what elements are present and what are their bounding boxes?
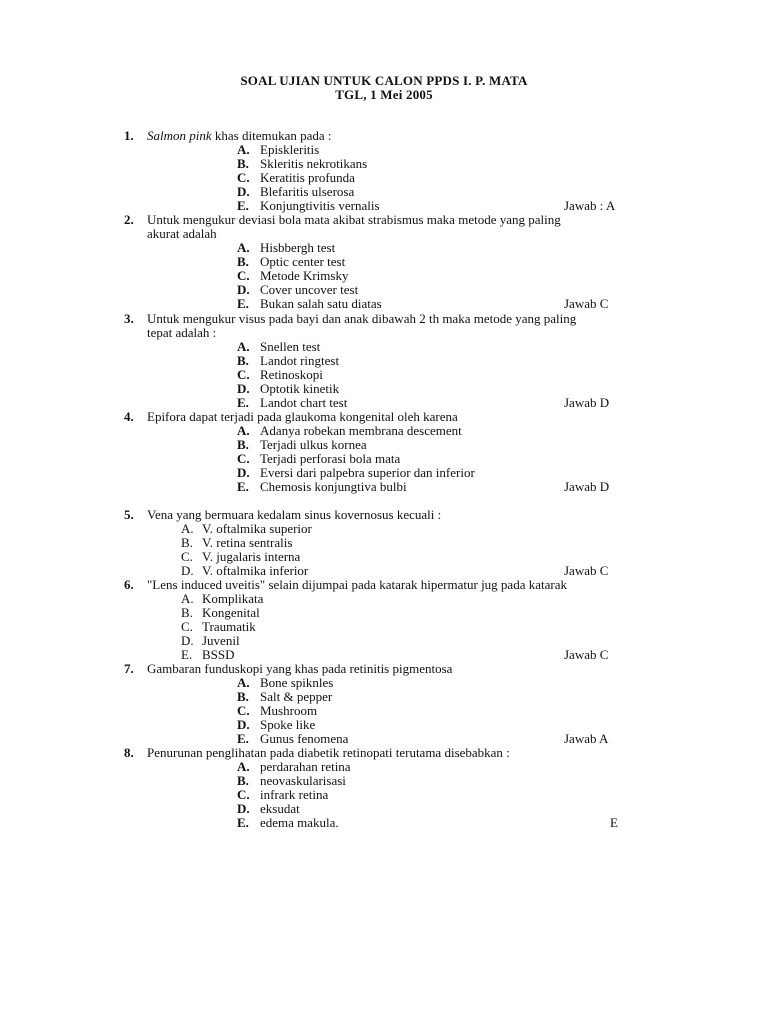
option-letter: D. <box>237 282 250 297</box>
question-number: 2. <box>124 212 134 227</box>
option-letter: D. <box>237 381 250 396</box>
option-letter: B. <box>237 156 249 171</box>
option-text: Spoke like <box>260 717 316 732</box>
answer-key: Jawab D <box>564 395 610 410</box>
option-text: Kongenital <box>202 605 260 620</box>
question-text-italic: Salmon pink <box>147 128 212 143</box>
option-text: Snellen test <box>260 339 321 354</box>
option-letter: C. <box>237 367 250 382</box>
option-text: V. oftalmika superior <box>202 521 312 536</box>
option-text: Retinoskopi <box>260 367 323 382</box>
option-text: Salt & pepper <box>260 689 333 704</box>
option-text: Metode Krimsky <box>260 268 349 283</box>
option-letter: D. <box>181 563 194 578</box>
option-letter: D. <box>237 465 250 480</box>
option-letter: C. <box>181 619 193 634</box>
option-text: BSSD <box>202 647 235 662</box>
question-number: 6. <box>124 577 134 592</box>
question-number: 4. <box>124 409 134 424</box>
question-text-cont: tepat adalah : <box>147 325 217 340</box>
option-letter: C. <box>237 787 250 802</box>
option-text: Optotik kinetik <box>260 381 340 396</box>
option-letter: B. <box>237 353 249 368</box>
option-letter: C. <box>237 268 250 283</box>
option-letter: A. <box>237 142 250 157</box>
option-letter: D. <box>237 184 250 199</box>
option-text: infrark retina <box>260 787 329 802</box>
option-text: Landot chart test <box>260 395 348 410</box>
option-letter: E. <box>237 731 249 746</box>
option-text: edema makula. <box>260 815 339 830</box>
option-text: perdarahan retina <box>260 759 351 774</box>
option-letter: A. <box>237 423 250 438</box>
question-number: 1. <box>124 128 134 143</box>
option-text: eksudat <box>260 801 300 816</box>
question-text: Gambaran funduskopi yang khas pada retinitis pigmentosa <box>147 661 453 676</box>
answer-key: Jawab C <box>564 647 609 662</box>
option-letter: B. <box>237 437 249 452</box>
question-number: 3. <box>124 311 134 326</box>
option-text: Cover uncover test <box>260 282 359 297</box>
option-letter: A. <box>181 591 194 606</box>
option-letter: E. <box>237 198 249 213</box>
question-text: Untuk mengukur deviasi bola mata akibat strabismus maka metode yang paling <box>147 212 561 227</box>
option-text: Komplikata <box>202 591 264 606</box>
answer-key: E <box>610 815 618 830</box>
document-title: SOAL UJIAN UNTUK CALON PPDS I. P. MATA <box>240 73 528 88</box>
question-number: 7. <box>124 661 134 676</box>
option-text: Blefaritis ulserosa <box>260 184 355 199</box>
option-text: Traumatik <box>202 619 256 634</box>
option-text: V. jugalaris interna <box>202 549 301 564</box>
option-letter: D. <box>181 633 194 648</box>
option-letter: C. <box>237 703 250 718</box>
option-text: V. retina sentralis <box>202 535 293 550</box>
option-text: Chemosis konjungtiva bulbi <box>260 479 407 494</box>
option-letter: A. <box>181 521 194 536</box>
answer-key: Jawab C <box>564 296 609 311</box>
option-letter: C. <box>181 549 193 564</box>
option-text: Landot ringtest <box>260 353 340 368</box>
option-text: Keratitis profunda <box>260 170 355 185</box>
option-letter: B. <box>181 535 193 550</box>
question-number: 5. <box>124 507 134 522</box>
option-text: Optic center test <box>260 254 346 269</box>
question-text-cont: akurat adalah <box>147 226 217 241</box>
question-text-rest: khas ditemukan pada : <box>211 128 332 143</box>
option-text: Eversi dari palpebra superior dan inferior <box>260 465 475 480</box>
option-text: Bone spiknles <box>260 675 334 690</box>
question-text: Epifora dapat terjadi pada glaukoma kongenital oleh karena <box>147 409 458 424</box>
option-letter: B. <box>181 605 193 620</box>
option-letter: E. <box>237 479 249 494</box>
option-letter: E. <box>237 395 249 410</box>
option-text: neovaskularisasi <box>260 773 346 788</box>
question-text: Penurunan penglihatan pada diabetik retinopati terutama disebabkan : <box>147 745 510 760</box>
option-text: Bukan salah satu diatas <box>260 296 382 311</box>
option-text: Gunus fenomena <box>260 731 349 746</box>
option-letter: E. <box>237 296 249 311</box>
question-text <box>147 129 647 143</box>
option-letter: E. <box>237 815 249 830</box>
option-text: Konjungtivitis vernalis <box>260 198 380 213</box>
answer-key: Jawab : A <box>564 198 616 213</box>
option-letter: B. <box>237 773 249 788</box>
option-letter: B. <box>237 254 249 269</box>
option-text: Adanya robekan membrana descement <box>260 423 462 438</box>
option-text: Mushroom <box>260 703 318 718</box>
option-letter: A. <box>237 675 250 690</box>
document-date: TGL, 1 Mei 2005 <box>335 87 433 102</box>
option-letter: B. <box>237 689 249 704</box>
answer-key: Jawab C <box>564 563 609 578</box>
option-letter: A. <box>237 759 250 774</box>
option-letter: C. <box>237 451 250 466</box>
option-letter: A. <box>237 240 250 255</box>
option-letter: D. <box>237 717 250 732</box>
option-text: Terjadi ulkus kornea <box>260 437 367 452</box>
option-text: Terjadi perforasi bola mata <box>260 451 401 466</box>
answer-key: Jawab A <box>564 731 609 746</box>
option-text: V. oftalmika inferior <box>202 563 309 578</box>
option-text: Skleritis nekrotikans <box>260 156 368 171</box>
option-letter: D. <box>237 801 250 816</box>
option-letter: E. <box>181 647 193 662</box>
option-text: Juvenil <box>202 633 240 648</box>
question-text: Vena yang bermuara kedalam sinus kovernosus kecuali : <box>147 507 442 522</box>
question-text: "Lens induced uveitis" selain dijumpai pada katarak hipermatur jug pada katarak <box>147 577 567 592</box>
option-text: Hisbbergh test <box>260 240 336 255</box>
option-text: Episkleritis <box>260 142 320 157</box>
question-number: 8. <box>124 745 134 760</box>
answer-key: Jawab D <box>564 479 610 494</box>
option-letter: C. <box>237 170 250 185</box>
option-letter: A. <box>237 339 250 354</box>
question-text: Untuk mengukur visus pada bayi dan anak dibawah 2 th maka metode yang paling <box>147 311 577 326</box>
